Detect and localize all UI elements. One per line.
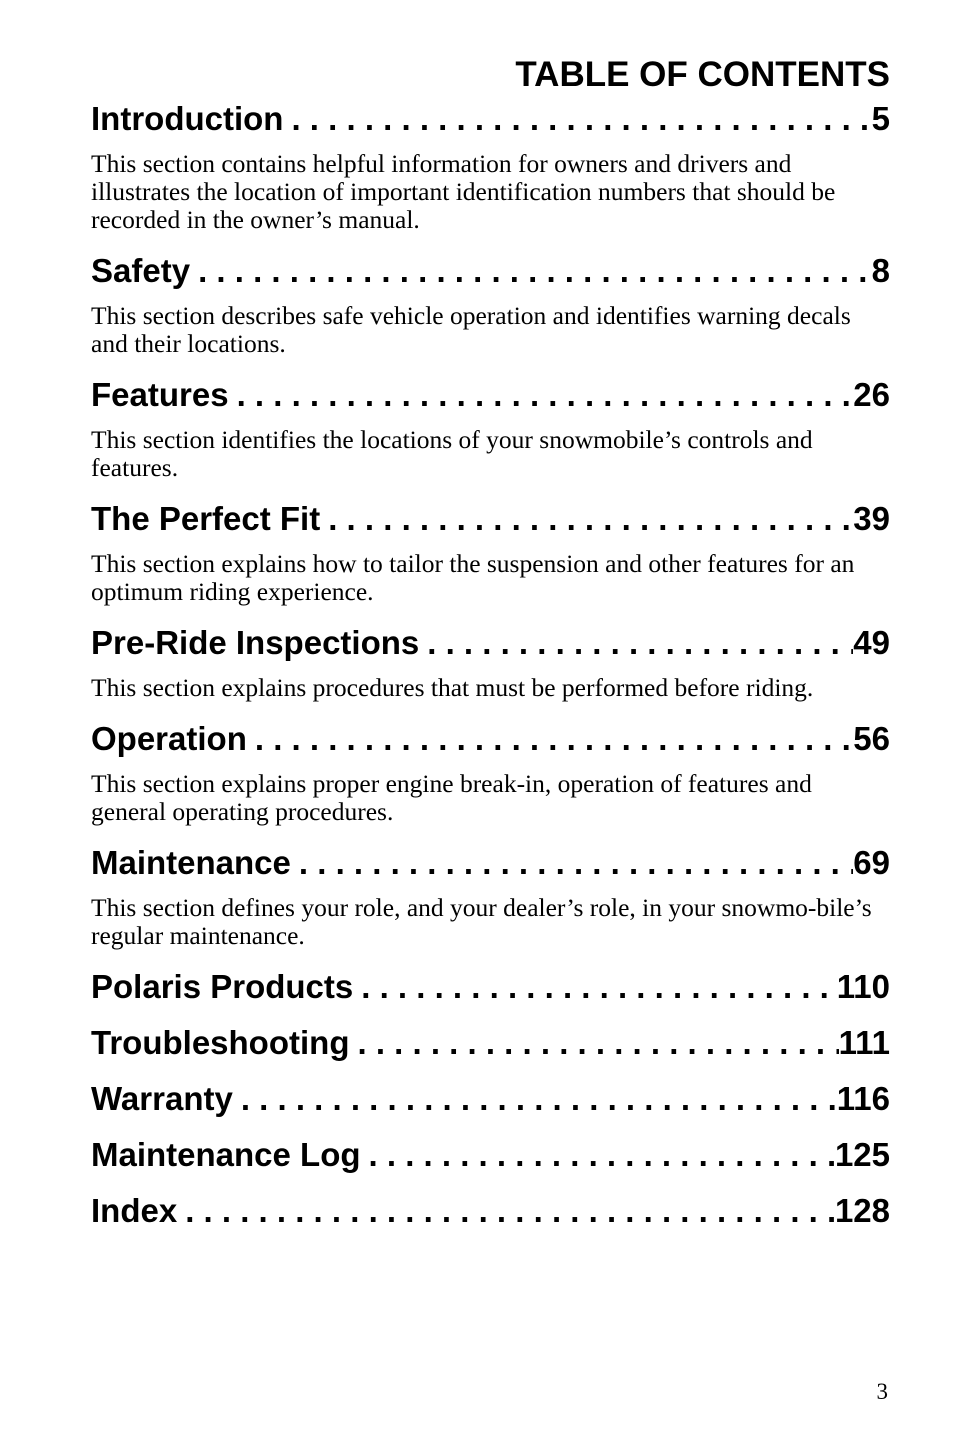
toc-link-pre-ride-inspections[interactable] (91, 618, 890, 668)
toc-dot-leader (177, 1186, 835, 1236)
toc-entry-page: 125 (834, 1136, 890, 1173)
toc-entry-description: This section describes safe vehicle operation and identifies warning decals and their locations. (91, 301, 851, 358)
toc-link-features[interactable] (91, 370, 890, 420)
toc-link-maintenance-log[interactable] (91, 1130, 890, 1180)
toc-entry-title: Operation (91, 720, 247, 757)
toc-link-perfect-fit[interactable] (91, 494, 890, 544)
toc-dot-leader (353, 962, 837, 1012)
toc-entry-page: 56 (853, 720, 890, 757)
toc-link-operation[interactable] (91, 714, 890, 764)
toc-dot-leader (233, 1074, 837, 1124)
toc-entry-title: Pre-Ride Inspections (91, 624, 420, 661)
toc-link-troubleshooting[interactable] (91, 1018, 890, 1068)
toc-entry-description: This section explains proper engine break-in, operation of features and general operating procedures. (91, 769, 812, 826)
toc-entry-title: Polaris Products (91, 968, 354, 1005)
toc-entry-page: 8 (871, 252, 890, 289)
toc-list (91, 94, 890, 1242)
toc-link-index[interactable] (91, 1186, 890, 1236)
toc-dot-leader (361, 1130, 835, 1180)
toc-entry-description: This section defines your role, and your dealer’s role, in your snowmo-bile’s regular maintenance. (91, 893, 872, 950)
toc-entry-warranty (91, 1074, 890, 1124)
toc-dot-leader (229, 370, 854, 420)
toc-entry-title: Maintenance Log (91, 1136, 361, 1173)
toc-entry-page: 111 (838, 1024, 890, 1061)
toc-link-polaris-products[interactable] (91, 962, 890, 1012)
toc-entry-operation (91, 714, 890, 826)
toc-entry-title: Troubleshooting (91, 1024, 350, 1061)
toc-entry-perfect-fit (91, 494, 890, 606)
toc-entry-troubleshooting (91, 1018, 890, 1068)
toc-entry-title: Maintenance (91, 844, 291, 881)
toc-entry-page: 110 (836, 968, 890, 1005)
toc-entry-page: 26 (853, 376, 890, 413)
toc-entry-description: This section contains helpful information for owners and drivers and illustrates the location of important identification numbers that should be recorded in the owner’s manual. (91, 149, 836, 234)
toc-entry-description: This section explains how to tailor the suspension and other features for an optimum riding experience. (91, 549, 855, 606)
page-title: TABLE OF CONTENTS (515, 55, 890, 94)
toc-entry-safety (91, 246, 890, 358)
toc-entry-page: 128 (834, 1192, 890, 1229)
toc-entry-page: 39 (853, 500, 890, 537)
toc-entry-maintenance-log (91, 1130, 890, 1180)
toc-entry-page: 5 (871, 100, 890, 137)
toc-link-warranty[interactable] (91, 1074, 890, 1124)
toc-entry-description: This section identifies the locations of your snowmobile’s controls and features. (91, 425, 813, 482)
toc-entry-maintenance (91, 838, 890, 950)
toc-dot-leader (419, 618, 853, 668)
toc-dot-leader (283, 94, 871, 144)
toc-entry-description: This section explains procedures that must be performed before riding. (91, 673, 814, 702)
toc-entry-title: Warranty (91, 1080, 233, 1117)
toc-entry-pre-ride-inspections (91, 618, 890, 702)
page-number: 3 (876, 1379, 888, 1404)
toc-entry-title: Safety (91, 252, 191, 289)
toc-entry-page: 69 (853, 844, 890, 881)
toc-link-introduction[interactable] (91, 94, 890, 144)
toc-entry-index (91, 1186, 890, 1236)
toc-entry-page: 49 (853, 624, 890, 661)
toc-entry-title: The Perfect Fit (91, 500, 321, 537)
toc-entry-title: Index (91, 1192, 178, 1229)
toc-entry-features (91, 370, 890, 482)
toc-dot-leader (291, 838, 853, 888)
toc-entry-page: 116 (836, 1080, 890, 1117)
toc-link-maintenance[interactable] (91, 838, 890, 888)
toc-entry-title: Introduction (91, 100, 284, 137)
toc-entry-polaris-products (91, 962, 890, 1012)
toc-entry-introduction (91, 94, 890, 234)
toc-entry-title: Features (91, 376, 229, 413)
toc-dot-leader (190, 246, 872, 296)
toc-dot-leader (247, 714, 853, 764)
toc-dot-leader (349, 1018, 838, 1068)
toc-link-safety[interactable] (91, 246, 890, 296)
toc-dot-leader (320, 494, 853, 544)
